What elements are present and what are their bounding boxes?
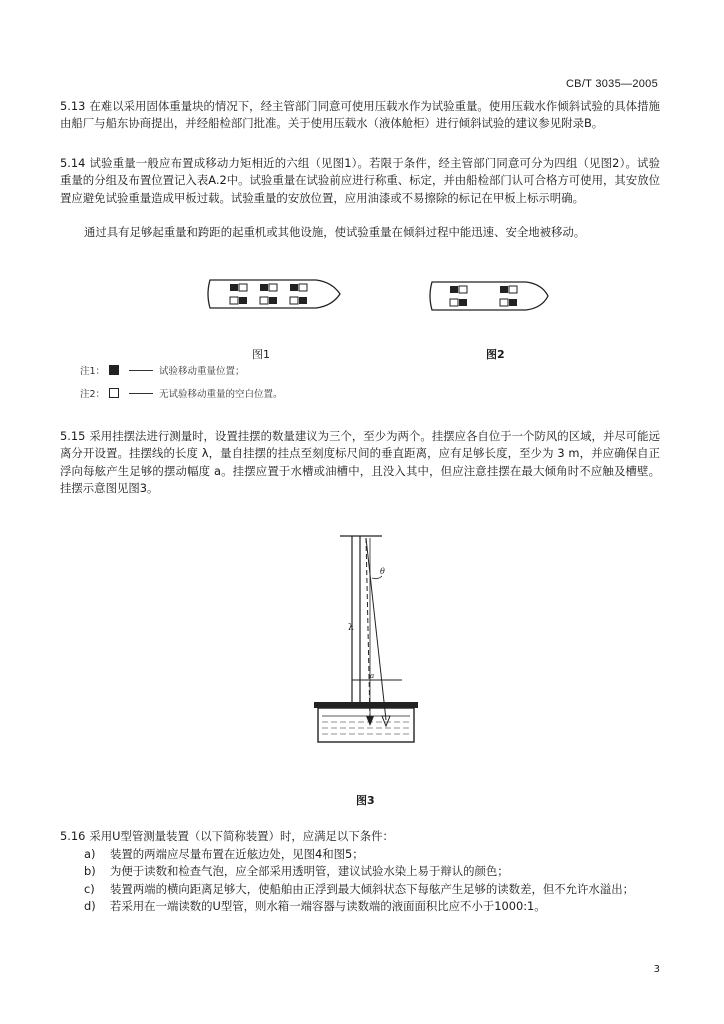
note-1 [80,363,245,377]
figure-2-caption: 图2 [486,348,505,361]
weight-cell-filled [260,284,268,291]
figure-1-ship-diagram [204,276,344,312]
list-item [84,881,660,898]
weight-cell-filled [450,286,458,293]
section-5-16-list [84,846,660,916]
weight-cell-filled [239,297,247,304]
theta-label: θ [380,567,385,576]
standard-code: CB/T 3035—2005 [565,78,658,90]
list-item-text: 为便于读数和检查气泡，应全部采用透明管，建议试验水染上易于辩认的颜色； [110,864,509,879]
weight-cell-empty [509,286,517,293]
list-item-label: d) [84,899,96,914]
dash-divider [129,370,153,371]
page-number: 3 [653,964,660,975]
note-text: 无试验移动重量的空白位置。 [159,389,283,400]
pendulum-bob [366,716,374,726]
weight-cell-filled [290,284,298,291]
weight-cell-filled [299,297,307,304]
section-number: 5.13 [60,99,86,113]
tank-lid [314,702,418,708]
section-number: 5.14 [60,156,86,170]
tank [318,708,414,742]
empty-square-icon [109,388,119,398]
note-label: 注2： [80,389,106,400]
lambda-label: λ [348,623,354,633]
weight-cell-filled [509,299,517,306]
weight-cell-filled [500,286,508,293]
section-text: 试验重量一般应布置成移动力矩相近的六组（见图1）。若限于条件，经主管部门同意可分为四组（见图2）。试验重量的分组及布置位置记入表A.2中。试验重量在试验前应进行称重、标定，并由船检部门认可合格方可使用，其安放位置应避免试验重量造成甲板过载。试验重量的安放位置，应用油漆或不易擦除的标记在甲板上标示明确。 [60,156,660,205]
section-text: 在难以采用固体重量块的情况下，经主管部门同意可使用压载水作为试验重量。使用压载水作倾斜试验的具体措施由船厂与船东协商提出，并经船检部门批准。关于使用压载水（液体舱柜）进行倾斜试验的建议参见附录B。 [60,99,660,131]
section-number: 5.16 [60,829,86,843]
section-5-14 [60,155,660,207]
weight-cell-empty [459,286,467,293]
list-item [84,846,660,863]
section-5-16 [60,828,660,845]
section-text: 采用挂摆法进行测量时，设置挂摆的数量建议为三个，至少为两个。挂摆应各自位于一个防风的区域，并尽可能远离分开设置。挂摆线的长度 λ，量自挂摆的挂点至刻度标尺间的垂直距离，应有足够长度，至少为 3 m，并应确保自正浮向每舷产生足够的摆动幅度 a。挂摆应置于水槽或油槽中，且没入其中，但应注意挂摆在最大倾角时不应触及槽壁。挂摆示意图见图3。 [60,429,660,496]
section-text: 采用U型管测量装置（以下简称装置）时，应满足以下条件： [89,829,394,843]
note-text: 试验移动重量位置； [159,366,245,377]
weight-cell-empty [290,297,298,304]
section-5-15 [60,428,660,498]
section-5-14-paragraph-2: 通过具有足够起重量和跨距的起重机或其他设施，使试验重量在倾斜过程中能迅速、安全地被移动。 [84,225,586,239]
figure-1-caption: 图1 [252,348,270,361]
figure-2-ship-diagram [426,278,552,314]
list-item-text: 装置的两端应尽量布置在近舷边处，见图4和图5； [110,847,364,861]
filled-square-icon [109,365,119,375]
weight-cell-empty [230,297,238,304]
list-item-label: b) [84,864,96,879]
note-2 [80,386,283,400]
weight-cell-empty [239,284,247,291]
list-item-text: 若采用在一端读数的U型管，则水箱一端容器与读数端的液面面积比应不小于1000:1。 [110,899,546,914]
dash-divider [129,393,153,394]
weight-cell-empty [260,297,268,304]
list-item [84,863,660,880]
list-item [84,898,660,915]
weight-cell-empty [450,299,458,306]
weight-cell-filled [269,297,277,304]
section-number: 5.15 [60,429,86,443]
section-5-13 [60,98,660,133]
weight-cell-empty [500,299,508,306]
list-item-label: c) [84,881,95,896]
figure-3-pendulum-diagram [300,530,424,750]
weight-cell-empty [269,284,277,291]
weight-cell-filled [230,284,238,291]
list-item-label: a) [84,847,96,861]
figure-3-caption: 图3 [356,794,375,807]
list-item-text: 装置两端的横向距离足够大，使船舶由正浮到最大倾斜状态下每舷产生足够的读数差，但不允许水溢出； [110,881,634,896]
a-label: a [370,672,375,680]
note-label: 注1： [80,366,106,377]
weight-cell-filled [459,299,467,306]
weight-cell-empty [299,284,307,291]
